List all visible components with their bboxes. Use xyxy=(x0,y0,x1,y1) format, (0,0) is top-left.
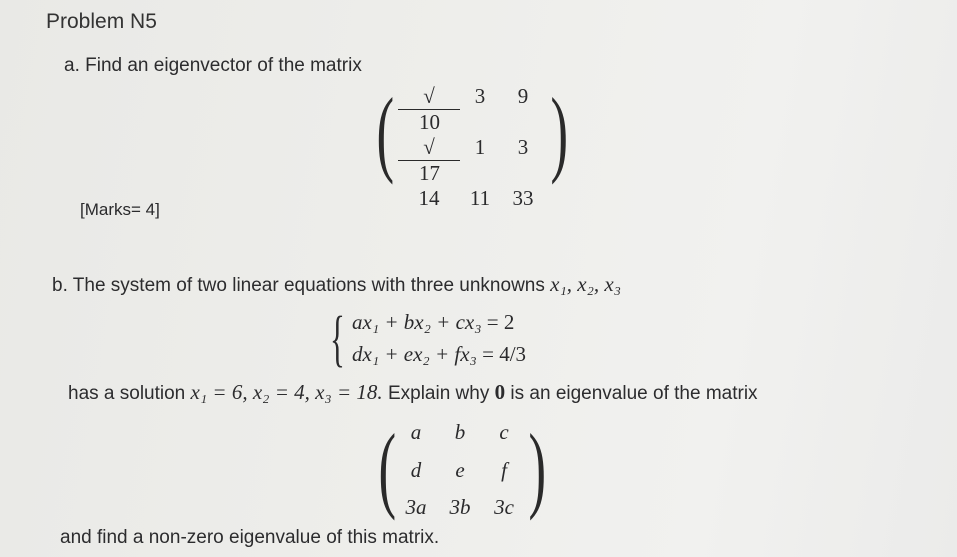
matrix-b-right-paren: ) xyxy=(528,413,547,521)
matrix-b-left-paren: ( xyxy=(378,413,397,521)
part-a-prompt: a. Find an eigenvector of the matrix xyxy=(64,55,362,76)
system-brace: { xyxy=(330,305,345,373)
matrix-a-left-paren: ( xyxy=(376,77,395,185)
matrix-b-cell-2-3: f xyxy=(501,457,507,482)
marks-label: [Marks= 4] xyxy=(80,200,160,219)
part-b-intro-text: b. The system of two linear equations with three unknowns xyxy=(52,275,545,296)
equation-1-lhs: ax₁ + bx₂ + cx₃ xyxy=(352,310,482,334)
matrix-b-cell-3-1: 3a xyxy=(405,495,427,519)
solution-prefix: has a solution xyxy=(68,383,186,404)
part-b-closing: and find a non-zero eigenvalue of this matrix. xyxy=(60,527,440,548)
matrix-a-cell-2-2: 1 xyxy=(474,135,486,159)
matrix-b-cell-2-1: d xyxy=(410,457,422,482)
part-b-intro xyxy=(52,272,621,297)
matrix-a-cell-1-3: 9 xyxy=(517,84,529,108)
part-b-unknowns: x₁, x₂, x₃ xyxy=(550,272,622,296)
problem-title: Problem N5 xyxy=(46,10,157,33)
explain-text: Explain why xyxy=(387,383,490,404)
matrix-b-cell-3-3: 3c xyxy=(494,495,514,519)
equation-1-rhs: = 2 xyxy=(486,310,515,334)
matrix-a-cell-3-1: 14 xyxy=(418,186,440,210)
zero-value: 0 xyxy=(494,380,506,404)
matrix-a-cell-2-3: 3 xyxy=(517,135,529,159)
matrix-a xyxy=(372,77,569,210)
part-b-solution-line xyxy=(68,380,758,405)
equation-2-lhs: dx₁ + ex₂ + fx₃ xyxy=(352,342,477,366)
matrix-b-entries xyxy=(396,420,524,520)
matrix-a-cell-3-3: 33 xyxy=(512,186,534,210)
explain-tail: is an eigenvalue of the matrix xyxy=(510,383,758,404)
matrix-a-cell-3-2: 11 xyxy=(469,186,491,210)
matrix-a-cell-1-2: 3 xyxy=(474,84,486,108)
matrix-b-cell-1-3: c xyxy=(499,420,509,444)
matrix-a-entries xyxy=(398,84,546,210)
matrix-b-cell-3-2: 3b xyxy=(449,495,471,519)
matrix-b-cell-1-2: b xyxy=(454,420,466,444)
equation-2-rhs: = 4/3 xyxy=(482,342,527,366)
equation-1 xyxy=(352,310,514,335)
matrix-a-cell-1-1: √ 10 xyxy=(398,84,460,135)
matrix-b-cell-2-2: e xyxy=(455,457,465,482)
solution-values: x₁ = 6, x₂ = 4, x₃ = 18. xyxy=(190,380,383,404)
matrix-a-right-paren: ) xyxy=(550,77,569,185)
matrix-a-cell-1-1-radicand: 10 xyxy=(398,109,460,135)
equation-2 xyxy=(352,342,526,367)
matrix-b xyxy=(374,413,547,521)
matrix-a-cell-2-1: √ 17 xyxy=(398,135,460,186)
matrix-a-cell-2-1-radicand: 17 xyxy=(398,160,460,186)
matrix-b-cell-1-1: a xyxy=(410,420,422,444)
